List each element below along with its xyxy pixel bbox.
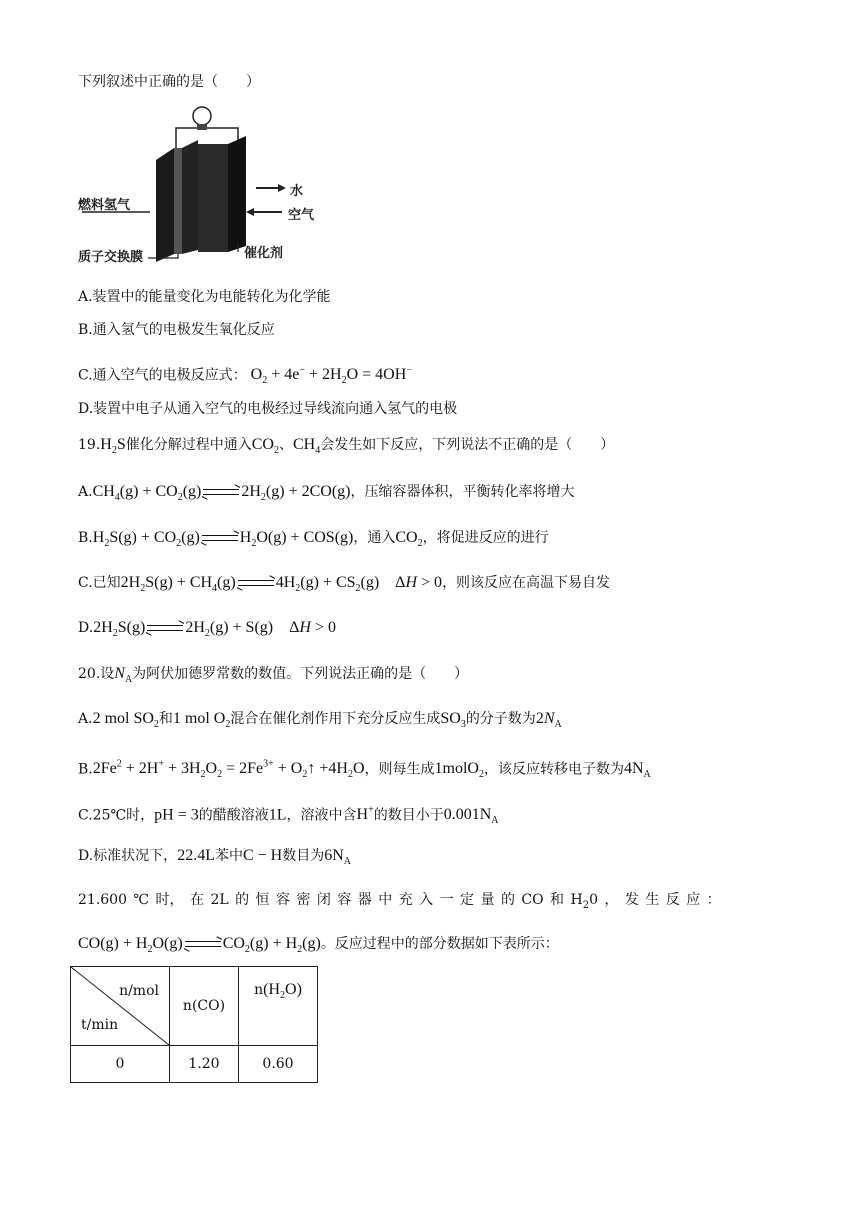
q18-option-d: D.装置中电子从通入空气的电极经过导线流向通入氢气的电极: [78, 401, 458, 417]
q18-option-c: C.通入空气的电极反应式： $O_2 + 4e^- + 2H_2O = 4OH^-$: [78, 365, 412, 387]
q18-option-b: B.通入氢气的电极发生氧化反应: [78, 322, 275, 338]
table-header-row: [71, 967, 318, 1046]
cell-co: 1.20: [170, 1046, 239, 1083]
q19-option-a: $A.CH_4(g) + CO_2(g)$ $2H_2(g) + 2CO(g)$，压缩容器体积，平衡转化率将增大: [78, 483, 575, 504]
fuel-cell-figure: [78, 104, 338, 264]
q19-option-d: $D.2H_2S(g)$ $2H_2(g) + S(g)$ ΔH > 0: [78, 619, 336, 640]
cell-h2o: 0.60: [239, 1046, 318, 1083]
fuel-label: 燃料氢气: [78, 198, 131, 213]
table-corner-cell: [71, 967, 170, 1046]
q19-option-c: C.已知$2H_2S(g) + CH_4(g)$ $4H_2(g) + CS_2(g)$ ΔH > 0，则该反应在高温下易自发: [78, 574, 611, 595]
q20-option-a: A.2 mol $SO_2$和1 mol $O_2$混合在催化剂作用下充分反应生成$SO_3$的分子数为$2N_A$: [78, 710, 562, 731]
corner-top-label: n/mol: [119, 983, 159, 999]
reaction-data-table: [70, 966, 318, 1083]
q20-option-d: D.标准状况下，22.4L苯中C − H数目为$6N_A$: [78, 847, 352, 868]
air-label: 空气: [288, 208, 315, 223]
q18-option-a: A.装置中的能量变化为电能转化为化学能: [78, 289, 331, 305]
q19-option-b: $B.H_2S(g) + CO_2(g)$ $H_2O(g) + COS(g)$，通入$CO_2$，将促进反应的进行: [78, 529, 549, 550]
q20-option-b: $B.2Fe^2 + 2H^+ + 3H_2O_2 = 2Fe^{3+}$ + $O_2↑ +4H_2O$，则每生成1molO$_2$，该反应转移电子数为$4N_A$: [78, 759, 651, 781]
bulb-icon: [193, 107, 211, 125]
catalyst-label: 催化剂: [244, 246, 284, 261]
q18-stem: 下列叙述中正确的是（ ）: [78, 74, 260, 90]
cell-t: 0: [71, 1046, 170, 1083]
q19-stem: $19.H_2S$催化分解过程中通入$CO_2$、$CH_4$会发生如下反应，下列说法不正确的是（ ）: [78, 436, 615, 457]
col-header-co: n(CO): [170, 967, 239, 1046]
corner-bottom-label: t/min: [81, 1017, 119, 1033]
membrane-label: 质子交换膜: [78, 250, 144, 265]
q21-reaction: $CO(g) + H_2O(g)$ $CO_2(g) + H_2(g)$。反应过程中的部分数据如下表所示：: [78, 935, 559, 956]
table-row: [71, 1046, 318, 1083]
water-label: 水: [290, 184, 304, 199]
q20-stem: 20.设$N_A$为阿伏加德罗常数的数值。下列说法正确的是（ ）: [78, 665, 469, 686]
q21-stem: 21.600 ℃ 时， 在 2L 的 恒 容 密 闭 容 器 中 充 入 一 定 量 的 CO 和 $H_20$ ， 发 生 反 应 ：: [78, 892, 721, 911]
col-header-h2o: $n(H_2O)$: [239, 967, 318, 1046]
q20-option-c: C.25℃时，pH = 3的醋酸溶液1L，溶液中含H+的数目小于$0.001N_A$: [78, 805, 499, 827]
